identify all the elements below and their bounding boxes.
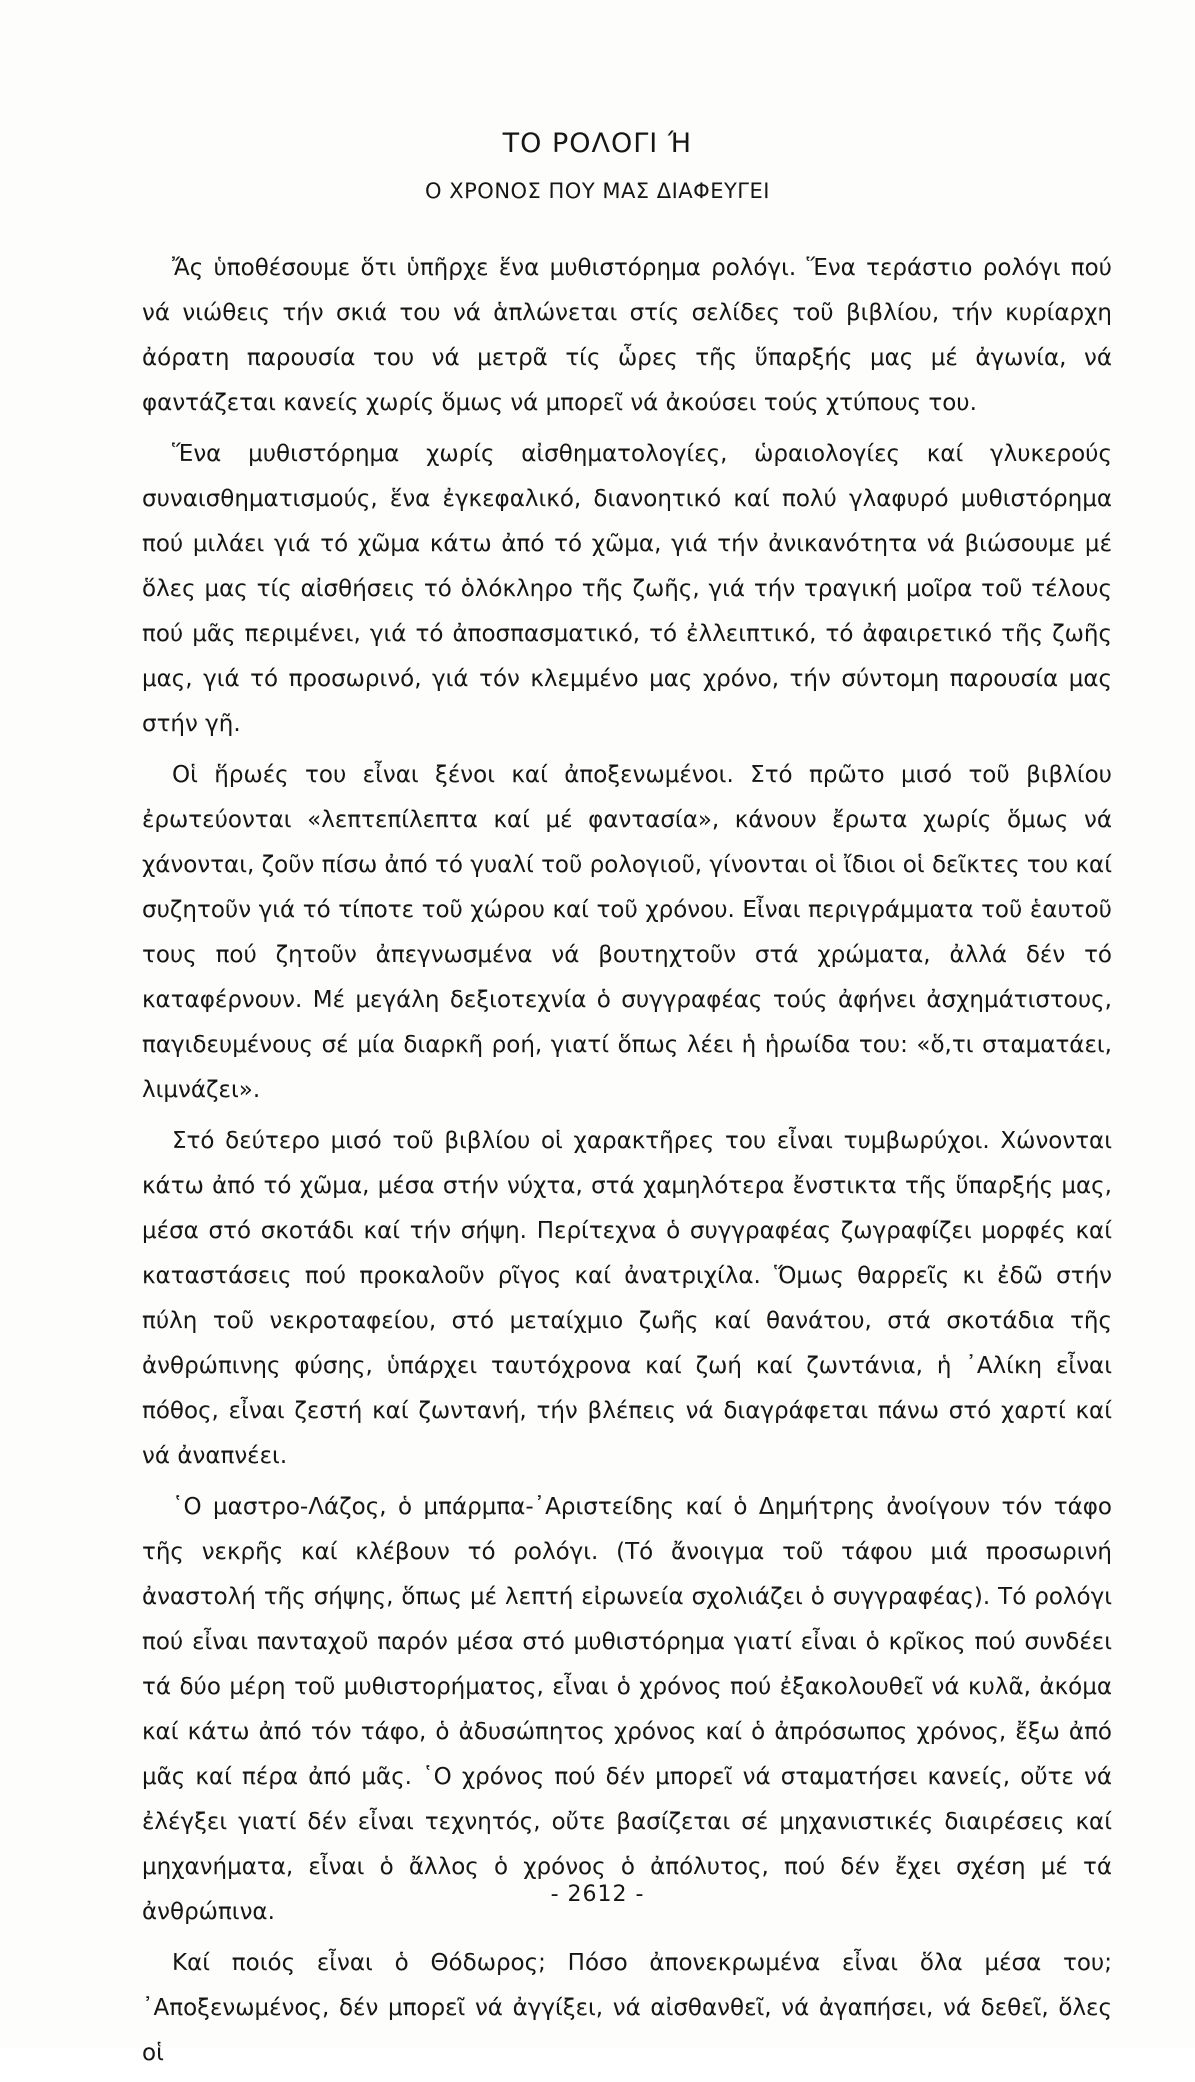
paragraph-2: Ἕνα μυθιστόρημα χωρίς αἰσθηματολογίες, ὡραιολογίες καί γλυκερούς συναισθηματισμούς, ἕνα ἐγκεφαλικό, διανοητικό καί πολύ γλαφυρό μυθιστόρημα πού μιλάει γιά τό χῶμα κάτω ἀπό τό χῶμα, γιά τήν ἀνικανότητα νά βιώσουμε μέ ὅλες μας τίς αἰσθήσεις τό ὁλόκληρο τῆς ζωῆς, γιά τήν τραγική μοῖρα τοῦ τέλους πού μᾶς περιμένει, γιά τό ἀποσπασματικό, τό ἐλλειπτικό, τό ἀφαιρετικό τῆς ζωῆς μας, γιά τό προσωρινό, γιά τόν κλεμμένο μας χρόνο, τήν σύντομη παρουσία μας στήν γῆ. <box>142 441 1112 737</box>
article-title: ΤΟ ΡΟΛΟΓΙ Ή <box>502 128 693 159</box>
page-number: - 2612 - <box>550 1882 645 1907</box>
article-body <box>142 246 1112 2082</box>
paragraph-4: Στό δεύτερο μισό τοῦ βιβλίου οἱ χαρακτῆρες του εἶναι τυμβωρύχοι. Χώνονται κάτω ἀπό τό χῶμα, μέσα στήν νύχτα, στά χαμηλότερα ἔνστικτα τῆς ὕπαρξής μας, μέσα στό σκοτάδι καί τήν σήψη. Περίτεχνα ὁ συγγραφέας ζωγραφίζει μορφές καί καταστάσεις πού προκαλοῦν ρῖγος καί ἀνατριχίλα. Ὅμως θαρρεῖς κι ἐδῶ στήν πύλη τοῦ νεκροταφείου, στό μεταίχμιο ζωῆς καί θανάτου, στά σκοτάδια τῆς ἀνθρώπινης φύσης, ὑπάρχει ταυτόχρονα καί ζωή καί ζωντάνια, ἡ ᾿Αλίκη εἶναι πόθος, εἶναι ζεστή καί ζωντανή, τήν βλέπεις νά διαγράφεται πάνω στό χαρτί καί νά ἀναπνέει. <box>142 1128 1112 1469</box>
paragraph-5: ῾Ο μαστρο-Λάζος, ὁ μπάρμπα-᾿Αριστείδης καί ὁ Δημήτρης ἀνοίγουν τόν τάφο τῆς νεκρῆς καί κλέβουν τό ρολόγι. (Τό ἄνοιγμα τοῦ τάφου μιά προσωρινή ἀναστολή τῆς σήψης, ὅπως μέ λεπτή εἰρωνεία σχολιάζει ὁ συγγραφέας). Τό ρολόγι πού εἶναι πανταχοῦ παρόν μέσα στό μυθιστόρημα γιατί εἶναι ὁ κρῖκος πού συνδέει τά δύο μέρη τοῦ μυθιστορήματος, εἶναι ὁ χρόνος πού ἐξακολουθεῖ νά κυλᾶ, ἀκόμα καί κάτω ἀπό τόν τάφο, ὁ ἀδυσώπητος χρόνος καί ὁ ἀπρόσωπος χρόνος, ἔξω ἀπό μᾶς καί πέρα ἀπό μᾶς. ῾Ο χρόνος πού δέν μπορεῖ νά σταματήσει κανείς, οὔτε νά ἐλέγξει γιατί δέν εἶναι τεχνητός, οὔτε βασίζεται σέ μηχανιστικές διαιρέσεις καί μηχανήματα, εἶναι ὁ ἄλλος ὁ χρόνος ὁ ἀπόλυτος, πού δέν ἔχει σχέση μέ τά ἀνθρώπινα. <box>142 1494 1112 1925</box>
paragraph-1: Ἄς ὑποθέσουμε ὅτι ὑπῆρχε ἕνα μυθιστόρημα ρολόγι. Ἕνα τεράστιο ρολόγι πού νά νιώθεις τήν σκιά του νά ἁπλώνεται στίς σελίδες τοῦ βιβλίου, τήν κυρίαρχη ἀόρατη παρουσία του νά μετρᾶ τίς ὧρες τῆς ὕπαρξής μας μέ ἀγωνία, νά φαντάζεται κανείς χωρίς ὅμως νά μπορεῖ νά ἀκούσει τούς χτύπους του. <box>142 255 1112 416</box>
paragraph-3: Οἱ ἥρωές του εἶναι ξένοι καί ἀποξενωμένοι. Στό πρῶτο μισό τοῦ βιβλίου ἐρωτεύονται «λεπτεπίλεπτα καί μέ φαντασία», κάνουν ἔρωτα χωρίς ὅμως νά χάνονται, ζοῦν πίσω ἀπό τό γυαλί τοῦ ρολογιοῦ, γίνονται οἱ ἴδιοι οἱ δεῖκτες του καί συζητοῦν γιά τό τίποτε τοῦ χώρου καί τοῦ χρόνου. Εἶναι περιγράμματα τοῦ ἑαυτοῦ τους πού ζητοῦν ἀπεγνωσμένα νά βουτηχτοῦν στά χρώματα, ἀλλά δέν τό καταφέρνουν. Μέ μεγάλη δεξιοτεχνία ὁ συγγραφέας τούς ἀφήνει ἀσχημάτιστους, παγιδευμένους σέ μία διαρκῆ ροή, γιατί ὅπως λέει ἡ ἡρωίδα του: «ὅ,τι σταματάει, λιμνάζει». <box>142 762 1112 1103</box>
paragraph-6: Καί ποιός εἶναι ὁ Θόδωρος; Πόσο ἀπονεκρωμένα εἶναι ὅλα μέσα του; ᾿Αποξενωμένος, δέν μπορεῖ νά ἀγγίξει, νά αἰσθανθεῖ, νά ἀγαπήσει, νά δεθεῖ, ὅλες οἱ <box>142 1950 1112 2066</box>
article-subtitle: Ο ΧΡΟΝΟΣ ΠΟΥ ΜΑΣ ΔΙΑΦΕΥΓΕΙ <box>425 179 770 203</box>
article-heading <box>0 128 1195 203</box>
